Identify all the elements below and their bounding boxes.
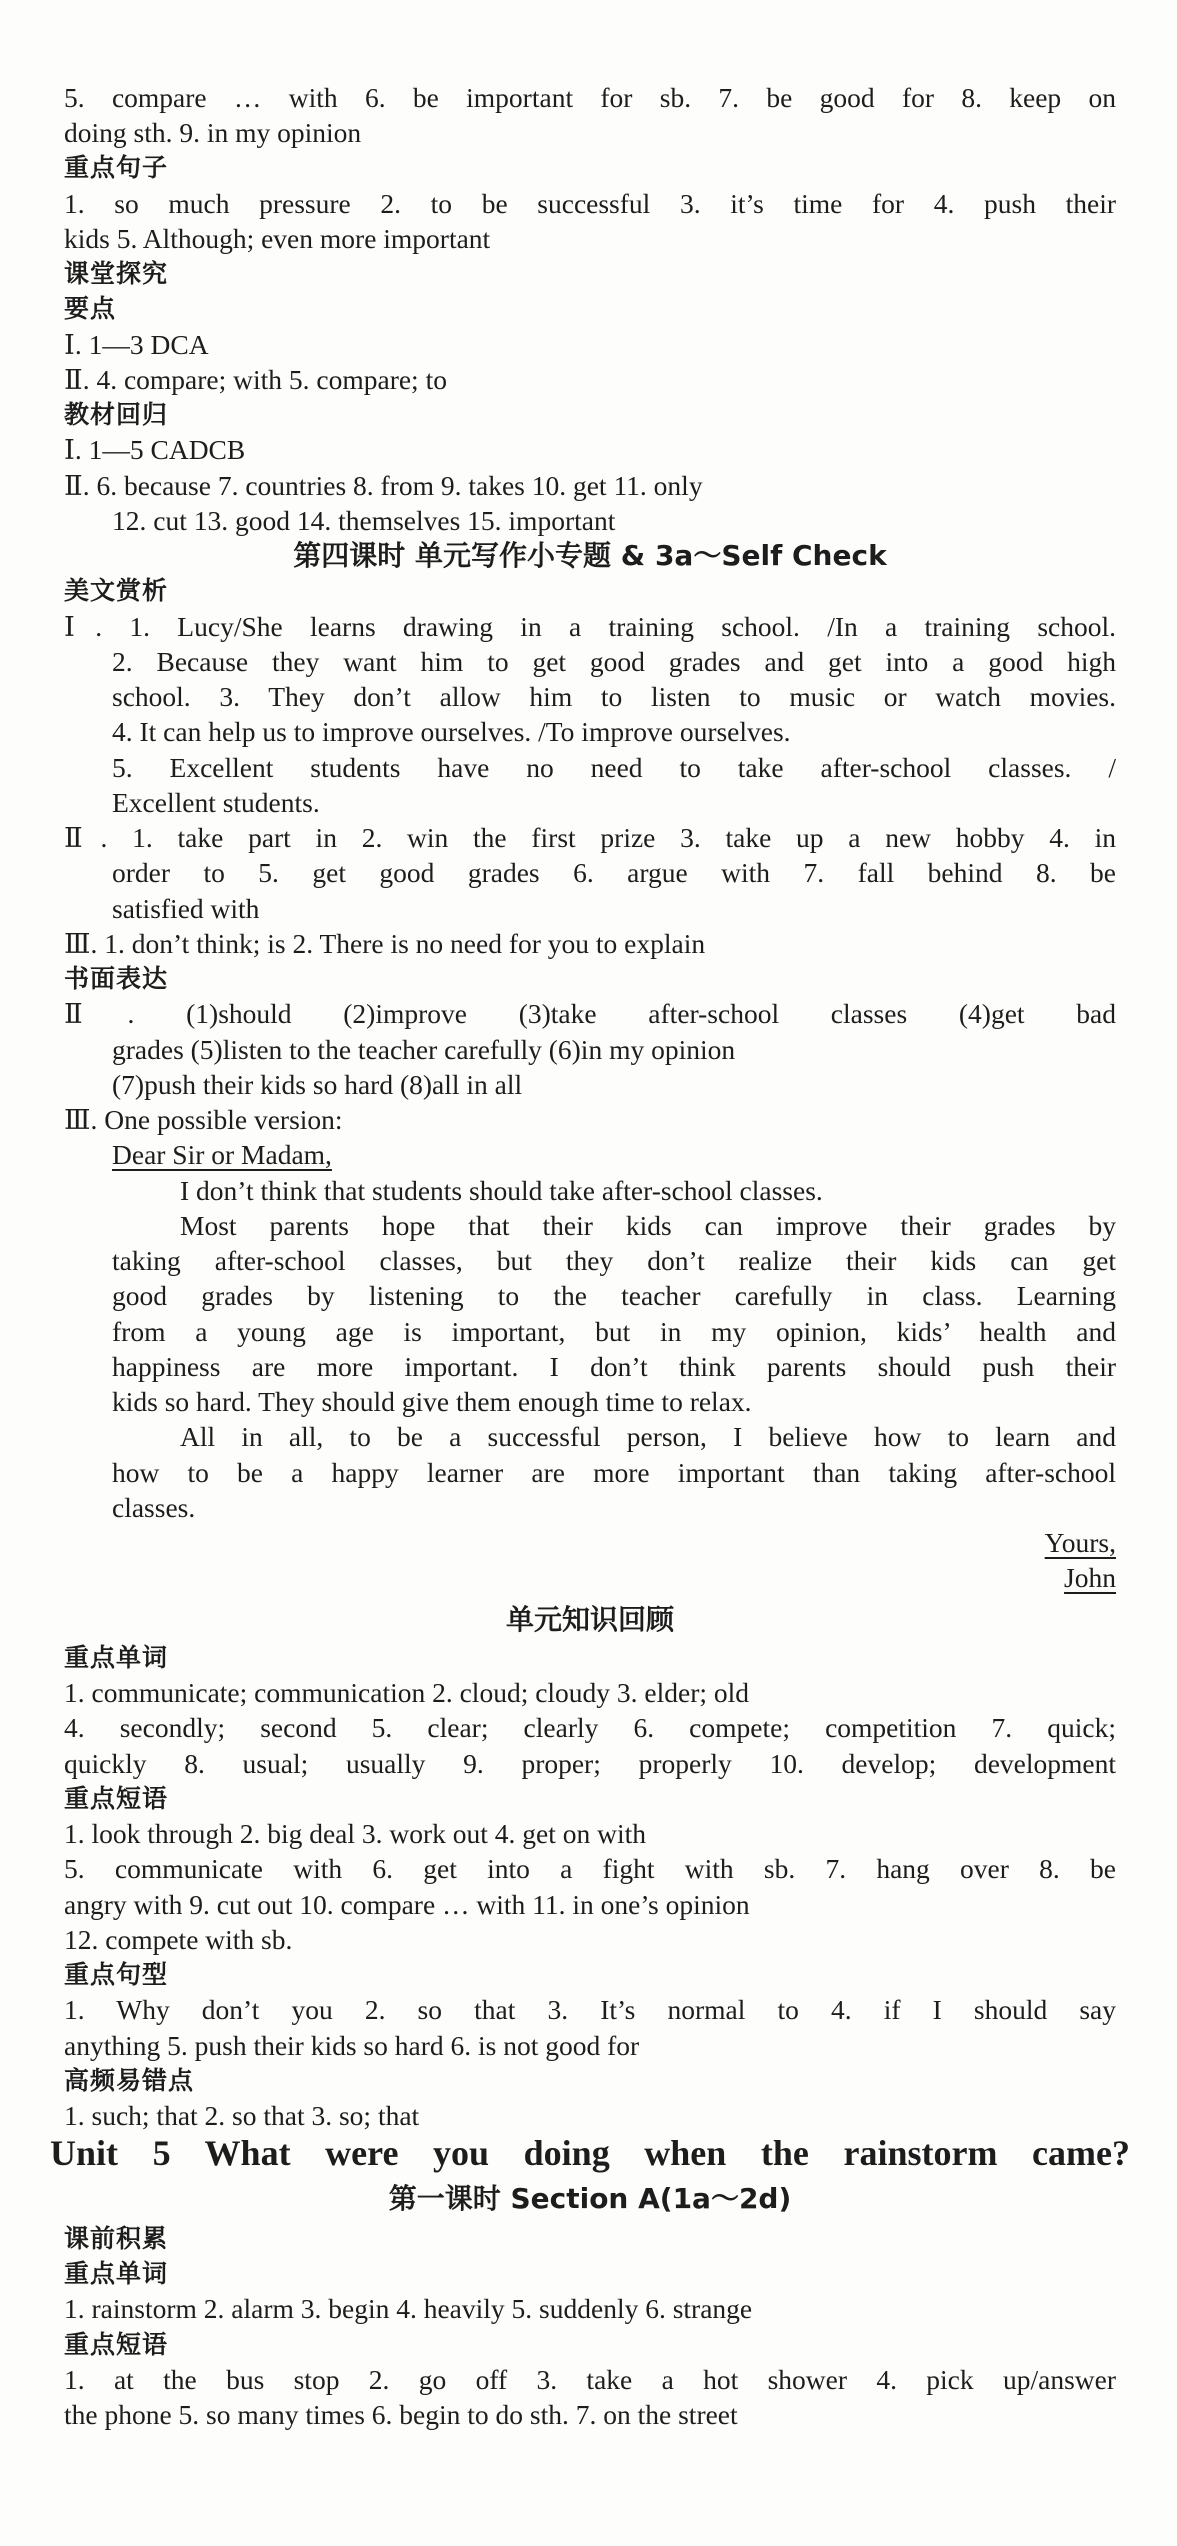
letter-line: good grades by listening to the teacher carefully in class. Learning	[112, 1280, 1116, 1311]
text-line: 1. at the bus stop 2. go off 3. take a hot shower 4. pick up/answer	[64, 2364, 1116, 2395]
letter-line: from a young age is important, but in my opinion, kids’ health and	[112, 1316, 1116, 1347]
text-line: 1. Why don’t you 2. so that 3. It’s normal to 4. if I should say	[64, 1994, 1116, 2025]
letter-line: taking after-school classes, but they don’t realize their kids can get	[112, 1245, 1116, 1276]
section-heading: 重点单词	[64, 2259, 169, 2288]
section-heading: 重点短语	[64, 2330, 169, 2359]
text-line: angry with 9. cut out 10. compare … with 11. in one’s opinion	[64, 1889, 750, 1920]
letter-line: classes.	[112, 1492, 196, 1523]
section-heading: 重点句子	[64, 153, 169, 182]
lesson-title: 第一课时 Section A(1a～2d)	[388, 2182, 792, 2215]
text-line: 1. look through 2. big deal 3. work out 4. get on with	[64, 1818, 647, 1849]
text-line: school. 3. They don’t allow him to listen to music or watch movies.	[112, 681, 1116, 712]
text-line: 5. compare … with 6. be important for sb. 7. be good for 8. keep on	[64, 82, 1116, 113]
letter-salutation: Dear Sir or Madam,	[112, 1139, 332, 1170]
letter-line: happiness are more important. I don’t think parents should push their	[112, 1351, 1116, 1382]
text-line: 12. cut 13. good 14. themselves 15. important	[112, 505, 616, 536]
text-line: Ⅱ. (1)should (2)improve (3)take after-school classes (4)get bad	[64, 998, 1116, 1029]
section-heading: 书面表达	[64, 964, 169, 993]
text-line: Ⅲ. 1. don’t think; is 2. There is no need for you to explain	[64, 928, 706, 959]
text-line: 4. It can help us to improve ourselves. /To improve ourselves.	[112, 716, 791, 747]
section-heading: 课前积累	[64, 2224, 169, 2253]
section-heading: 教材回归	[64, 400, 169, 429]
text-line: Ⅲ. One possible version:	[64, 1104, 343, 1135]
unit-title: Unit 5 What were you doing when the rainstorm came?	[50, 2133, 1130, 2173]
text-line: 2. Because they want him to get good grades and get into a good high	[112, 646, 1116, 677]
letter-line: Most parents hope that their kids can improve their grades by	[180, 1210, 1116, 1241]
letter-line: All in all, to be a successful person, I believe how to learn and	[180, 1421, 1116, 1452]
text-line: the phone 5. so many times 6. begin to do sth. 7. on the street	[64, 2399, 738, 2430]
lesson-title: 第四课时 单元写作小专题 & 3a～Self Check	[293, 539, 887, 572]
text-line: (7)push their kids so hard (8)all in all	[112, 1069, 523, 1100]
text-line: 1. communicate; communication 2. cloud; cloudy 3. elder; old	[64, 1677, 750, 1708]
text-line: quickly 8. usual; usually 9. proper; properly 10. develop; development	[64, 1748, 1116, 1779]
letter-line: I don’t think that students should take after-school classes.	[180, 1175, 823, 1206]
text-line: Ⅰ. 1—5 CADCB	[64, 434, 246, 465]
text-line: 5. communicate with 6. get into a fight with sb. 7. hang over 8. be	[64, 1853, 1116, 1884]
text-line: 12. compete with sb.	[64, 1924, 293, 1955]
letter-signature: John	[1064, 1562, 1116, 1593]
text-line: Ⅰ. 1. Lucy/She learns drawing in a training school. /In a training school.	[64, 611, 1116, 642]
text-line: order to 5. get good grades 6. argue with 7. fall behind 8. be	[112, 857, 1116, 888]
text-line: kids 5. Although; even more important	[64, 223, 491, 254]
letter-line: how to be a happy learner are more important than taking after-school	[112, 1457, 1116, 1488]
section-heading: 重点句型	[64, 1960, 169, 1989]
text-line: Ⅰ. 1—3 DCA	[64, 329, 209, 360]
text-line: 4. secondly; second 5. clear; clearly 6. compete; competition 7. quick;	[64, 1712, 1116, 1743]
section-heading: 高频易错点	[64, 2066, 195, 2095]
text-line: anything 5. push their kids so hard 6. is not good for	[64, 2030, 640, 2061]
section-heading: 重点短语	[64, 1784, 169, 1813]
unit-review-title: 单元知识回顾	[505, 1603, 674, 1636]
text-line: 5. Excellent students have no need to take after-school classes. /	[112, 752, 1116, 783]
letter-closing: Yours,	[1044, 1527, 1116, 1558]
text-line: Ⅱ. 4. compare; with 5. compare; to	[64, 364, 447, 395]
text-line: 1. such; that 2. so that 3. so; that	[64, 2100, 420, 2131]
text-line: Ⅱ. 1. take part in 2. win the first prize 3. take up a new hobby 4. in	[64, 822, 1116, 853]
text-line: 1. rainstorm 2. alarm 3. begin 4. heavily 5. suddenly 6. strange	[64, 2293, 753, 2324]
section-heading: 要点	[64, 294, 117, 323]
text-line: doing sth. 9. in my opinion	[64, 117, 362, 148]
text-line: 1. so much pressure 2. to be successful 3. it’s time for 4. push their	[64, 188, 1116, 219]
section-heading: 美文赏析	[64, 576, 169, 605]
text-line: satisfied with	[112, 893, 260, 924]
text-line: Excellent students.	[112, 787, 320, 818]
section-heading: 课堂探究	[64, 259, 169, 288]
text-line: Ⅱ. 6. because 7. countries 8. from 9. takes 10. get 11. only	[64, 470, 703, 501]
text-line: grades (5)listen to the teacher carefully (6)in my opinion	[112, 1034, 736, 1065]
section-heading: 重点单词	[64, 1643, 169, 1672]
letter-line: kids so hard. They should give them enough time to relax.	[112, 1386, 752, 1417]
